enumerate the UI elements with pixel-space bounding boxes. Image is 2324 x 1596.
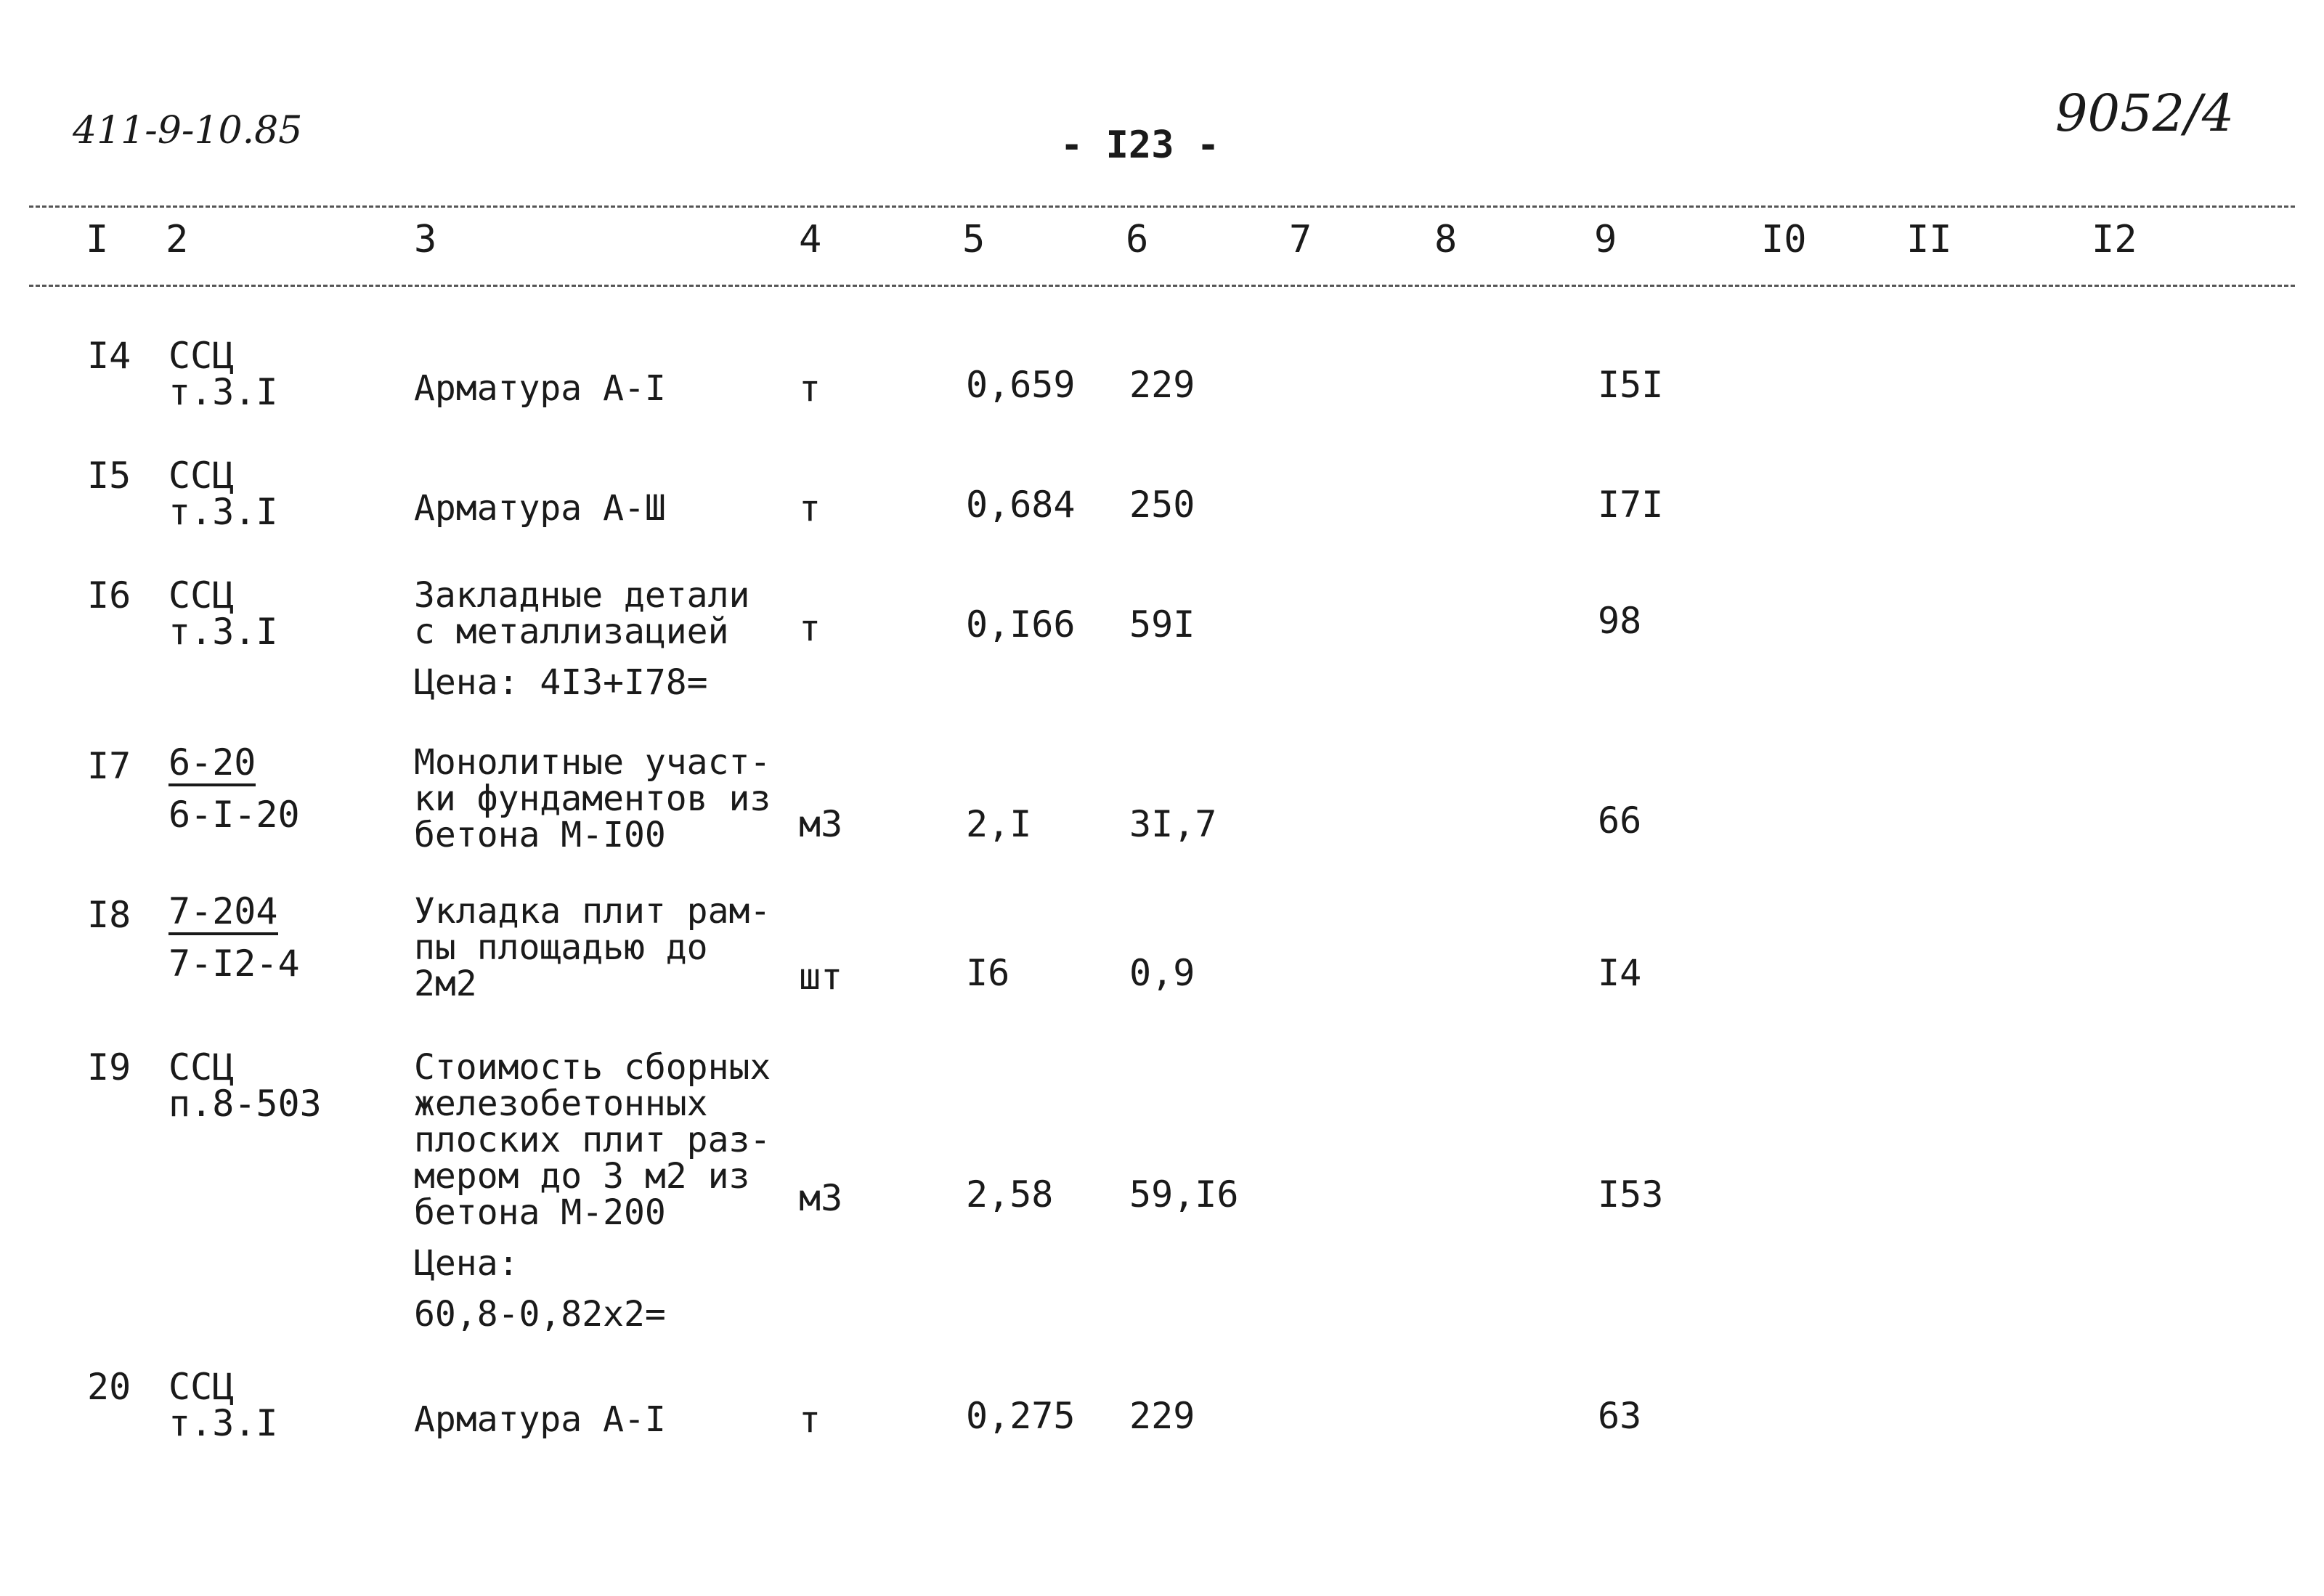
row-price: 59,I6 [1129,1173,1239,1216]
row-number: I4 [87,335,131,377]
row-quantity: 2,I [966,803,1032,845]
row-unit: м3 [799,803,843,845]
column-header-3: 3 [414,218,437,261]
code-line: ССЦ [168,1046,235,1088]
row-code [168,1046,322,1125]
row-unit: т [799,487,821,529]
row-number: I8 [87,894,131,936]
code-line [168,890,300,935]
description-line: Стоимость сборных [414,1047,771,1088]
row-price: 229 [1129,1395,1195,1437]
row-code [168,1366,278,1444]
code-line: ССЦ [168,335,235,377]
description-line: Цена: 4I3+I78= [414,662,708,703]
column-header-1: I [86,218,109,261]
row-price: 3I,7 [1129,803,1217,845]
description-line: Цена: [414,1243,519,1284]
column-header-12: I2 [2092,218,2137,261]
header-bottom-rule [29,285,2295,287]
code-line [168,741,300,786]
description-line: Монолитные участ- [414,742,771,783]
description-line: пы площадью до [414,927,708,968]
row-code [168,741,300,836]
code-line: т.3.I [168,1402,278,1444]
column-header-11: II [1906,218,1952,261]
code-numerator: 6-20 [168,744,256,786]
code-line: ССЦ [168,1366,235,1408]
row-total: I5I [1598,364,1664,406]
description-line: 60,8-0,82х2= [414,1294,666,1335]
row-number: I5 [87,455,131,497]
description-line: Укладка плит рам- [414,891,771,932]
row-unit: т [799,1398,821,1441]
row-price: 59I [1129,603,1195,646]
code-line: ССЦ [168,455,235,497]
row-description [414,1047,771,1335]
row-unit: шт [799,956,843,998]
row-total: 98 [1598,600,1642,642]
row-description [414,744,771,853]
row-quantity: 0,659 [966,364,1076,406]
column-header-10: I0 [1761,218,1807,261]
column-header-8: 8 [1434,218,1458,261]
row-quantity: 0,I66 [966,603,1076,646]
document-code: 411-9-10.85 [73,109,303,152]
code-line: т.3.I [168,611,278,653]
row-number: I7 [87,745,131,787]
description-line: бетона М-200 [414,1192,666,1233]
row-unit: т [799,367,821,410]
row-description [414,577,749,701]
row-code [168,335,278,413]
code-numerator: 7-204 [168,893,278,935]
column-header-9: 9 [1594,218,1617,261]
description-line: железобетонных [414,1083,708,1124]
row-quantity: 2,58 [966,1173,1054,1216]
description-line: с металлизацией [414,611,729,652]
row-code [168,455,278,533]
row-quantity: I6 [966,952,1010,994]
description-line: Закладные детали [414,575,750,616]
row-unit: т [799,607,821,649]
row-total: 66 [1598,799,1642,842]
page-number: - I23 - [1060,123,1220,167]
column-header-5: 5 [962,218,986,261]
code-line: 6-I-20 [168,794,300,836]
row-quantity: 0,275 [966,1395,1076,1437]
row-description [414,488,666,529]
column-header-7: 7 [1289,218,1312,261]
row-price: 229 [1129,364,1195,406]
description-line: ки фундаментов из [414,778,771,819]
column-header-4: 4 [799,218,822,261]
row-quantity: 0,684 [966,484,1076,526]
column-header-6: 6 [1126,218,1149,261]
row-price: 0,9 [1129,952,1195,994]
description-line: плоских плит раз- [414,1120,771,1160]
code-line: т.3.I [168,371,278,413]
row-number: I6 [87,574,131,616]
row-description [414,370,666,407]
row-total: I7I [1598,484,1664,526]
code-line: п.8-503 [168,1083,322,1125]
sheet-reference: 9052/4 [2055,84,2235,143]
row-description [414,1401,666,1438]
row-total: I4 [1598,952,1642,994]
description-line: мером до 3 м2 из [414,1156,750,1197]
description-line: Арматура А-Ш [414,488,666,529]
row-price: 250 [1129,484,1195,526]
description-line: 2м2 [414,964,477,1004]
code-line: ССЦ [168,574,235,616]
row-code [168,890,300,985]
row-total: I53 [1598,1173,1664,1216]
description-line: Арматура А-I [414,1399,666,1440]
row-total: 63 [1598,1395,1642,1437]
row-number: 20 [87,1366,131,1408]
code-line: т.3.I [168,491,278,533]
description-line: бетона М-I00 [414,815,666,855]
column-header-2: 2 [166,218,189,261]
header-top-rule [29,205,2295,208]
description-line: Арматура А-I [414,368,666,409]
row-code [168,574,278,653]
row-unit: м3 [799,1177,843,1219]
row-description [414,893,771,1002]
row-number: I9 [87,1046,131,1088]
code-line: 7-I2-4 [168,942,300,985]
